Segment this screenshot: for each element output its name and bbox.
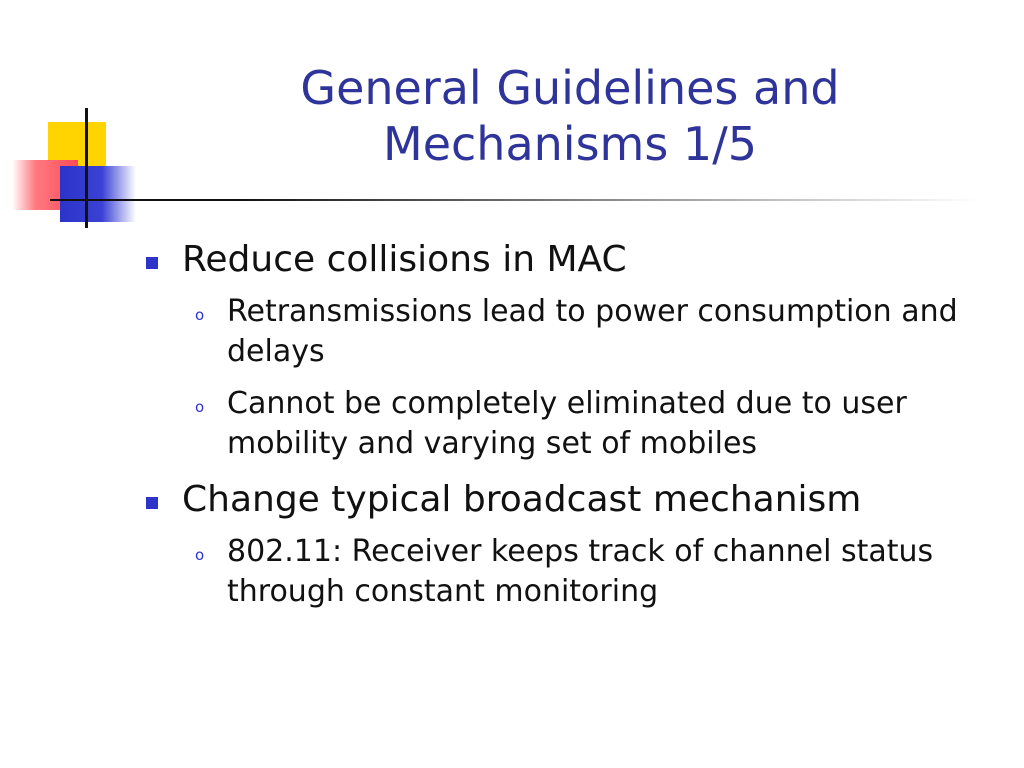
sub-bullet-item [185, 384, 1000, 464]
sub-bullet-text: Retransmissions lead to power consumption and delays [227, 294, 958, 369]
horizontal-rule [50, 199, 980, 201]
square-bullet-icon [146, 257, 158, 269]
blue-square [60, 166, 136, 222]
sub-bullet-item [185, 292, 1000, 372]
circle-bullet-icon: o [195, 398, 205, 416]
bullet-text: Reduce collisions in MAC [182, 239, 627, 280]
circle-bullet-icon: o [195, 306, 205, 324]
square-bullet-icon [146, 497, 158, 509]
sub-bullet-item [185, 532, 1000, 612]
slide-body [140, 236, 1000, 624]
sub-bullet-text: Cannot be completely eliminated due to user mobility and varying set of mobiles [227, 386, 907, 461]
circle-bullet-icon: o [195, 546, 205, 564]
sub-bullet-text: 802.11: Receiver keeps track of channel status through constant monitoring [227, 534, 934, 609]
vertical-rule [85, 108, 88, 228]
slide-title: General Guidelines and Mechanisms 1/5 [300, 61, 840, 171]
bullet-text: Change typical broadcast mechanism [182, 479, 862, 520]
slide-logo-decoration [0, 0, 150, 240]
bullet-item [140, 236, 1000, 284]
bullet-item [140, 476, 1000, 524]
